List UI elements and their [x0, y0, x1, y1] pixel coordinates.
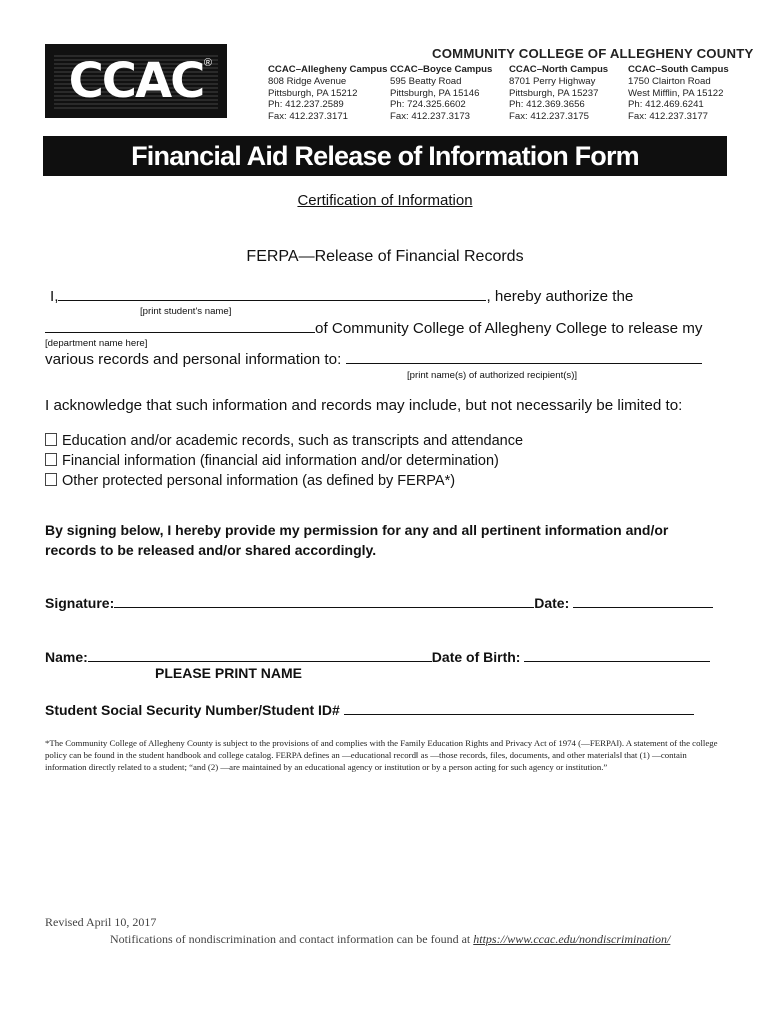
- section-heading: FERPA—Release of Financial Records: [246, 248, 524, 265]
- signature-field[interactable]: [114, 595, 534, 608]
- campus-address2: Pittsburgh, PA 15146: [390, 87, 480, 99]
- date-label: Date:: [534, 595, 570, 611]
- campus-address1: 1750 Clairton Road: [628, 75, 711, 87]
- campus-fax: Fax: 412.237.3177: [628, 111, 709, 123]
- campus-fax: Fax: 412.237.3173: [390, 111, 471, 123]
- campus-allegheny: [268, 64, 387, 123]
- student-name-field[interactable]: [58, 288, 486, 301]
- campus-address1: 595 Beatty Road: [390, 75, 462, 87]
- form-title: Financial Aid Release of Information Form: [43, 136, 727, 176]
- campus-name: CCAC–South Campus: [628, 64, 729, 75]
- records-text: various records and personal information to:: [45, 351, 342, 368]
- campus-south: [628, 64, 729, 123]
- name-row: [45, 649, 710, 665]
- acknowledge-text: I acknowledge that such information and records may include, but not necessarily be limited to:: [45, 397, 683, 414]
- student-name-caption: [print student's name]: [140, 306, 232, 317]
- option-label: Education and/or academic records, such as transcripts and attendance: [62, 433, 524, 449]
- recipient-name-field[interactable]: [346, 351, 702, 364]
- logo-text: CCAC: [68, 53, 204, 109]
- revised-date: Revised April 10, 2017: [45, 915, 157, 929]
- campus-phone: Ph: 412.369.3656: [509, 99, 585, 111]
- nondiscrimination-notice: [110, 932, 670, 947]
- campus-address2: Pittsburgh, PA 15237: [509, 87, 599, 99]
- ssn-row: [45, 702, 694, 718]
- checkbox-education[interactable]: [45, 433, 57, 446]
- option-other[interactable]: [45, 473, 455, 489]
- campus-name: CCAC–Allegheny Campus: [268, 64, 388, 75]
- campus-fax: Fax: 412.237.3171: [268, 111, 349, 123]
- notice-text: Notifications of nondiscrimination and contact information can be found at: [110, 932, 471, 946]
- campus-address1: 808 Ridge Avenue: [268, 75, 347, 87]
- campus-name: CCAC–Boyce Campus: [390, 64, 493, 75]
- print-name-caption: PLEASE PRINT NAME: [155, 665, 303, 681]
- campus-name: CCAC–North Campus: [509, 64, 609, 75]
- records-line: [45, 351, 702, 368]
- option-label: Other protected personal information (as defined by FERPA*): [62, 473, 456, 489]
- campus-phone: Ph: 412.237.2589: [268, 99, 344, 111]
- dob-label: Date of Birth:: [431, 649, 521, 665]
- college-name: COMMUNITY COLLEGE OF ALLEGHENY COUNTY: [432, 46, 754, 61]
- recipient-caption: [print name(s) of authorized recipient(s)]: [407, 370, 578, 381]
- option-label: Financial information (financial aid information and/or determination): [62, 453, 499, 469]
- date-field[interactable]: [573, 595, 713, 608]
- campus-north: [509, 64, 608, 123]
- ssn-label: Student Social Security Number/Student ID#: [45, 702, 340, 718]
- campus-boyce: [390, 64, 492, 123]
- ccac-logo: [45, 44, 227, 118]
- campus-phone: Ph: 724.325.6602: [390, 99, 466, 111]
- permission-line-2: records to be released and/or shared accordingly.: [45, 542, 377, 558]
- ssn-field[interactable]: [344, 702, 694, 715]
- campus-fax: Fax: 412.237.3175: [509, 111, 590, 123]
- campus-address1: 8701 Perry Highway: [509, 75, 596, 87]
- campus-address2: West Mifflin, PA 15122: [628, 87, 724, 99]
- campus-address2: Pittsburgh, PA 15212: [268, 87, 358, 99]
- checkbox-other[interactable]: [45, 473, 57, 486]
- authorize-prefix: I,: [50, 288, 59, 305]
- form-subtitle: Certification of Information: [297, 192, 473, 209]
- department-suffix: of Community College of Allegheny College to release my: [315, 320, 703, 337]
- name-field[interactable]: [88, 649, 432, 662]
- checkbox-financial[interactable]: [45, 453, 57, 466]
- department-line: [45, 320, 702, 337]
- registered-mark: ®: [203, 57, 212, 69]
- campus-phone: Ph: 412.469.6241: [628, 99, 704, 111]
- nondiscrimination-link[interactable]: https://www.ccac.edu/nondiscrimination/: [473, 932, 671, 946]
- authorize-suffix: , hereby authorize the: [486, 288, 634, 305]
- permission-line-1: By signing below, I hereby provide my permission for any and all pertinent information and/or: [45, 522, 669, 538]
- name-label: Name:: [45, 649, 88, 665]
- signature-label: Signature:: [45, 595, 115, 611]
- option-financial[interactable]: [45, 453, 499, 469]
- authorize-line: [50, 288, 633, 305]
- ferpa-footnote: *The Community College of Allegheny County is subject to the provisions of and complies with the Family Education Rights and Privacy Act of 1974 (―FERPA‖). A statement of the college policy can be found in the student handbook and college catalog. FERPA defines an ―educational record‖ as ―those records, files, documents, and other materials‖ that (1) ―contain information directly related to a student; “and (2) ―are maintained by an educational agency or institution or by a person acting for such agency or institution.”: [45, 738, 718, 772]
- option-education[interactable]: [45, 433, 523, 449]
- dob-field[interactable]: [524, 649, 710, 662]
- signature-row: [45, 595, 713, 611]
- department-caption: [department name here]: [45, 338, 148, 349]
- department-name-field[interactable]: [45, 320, 315, 333]
